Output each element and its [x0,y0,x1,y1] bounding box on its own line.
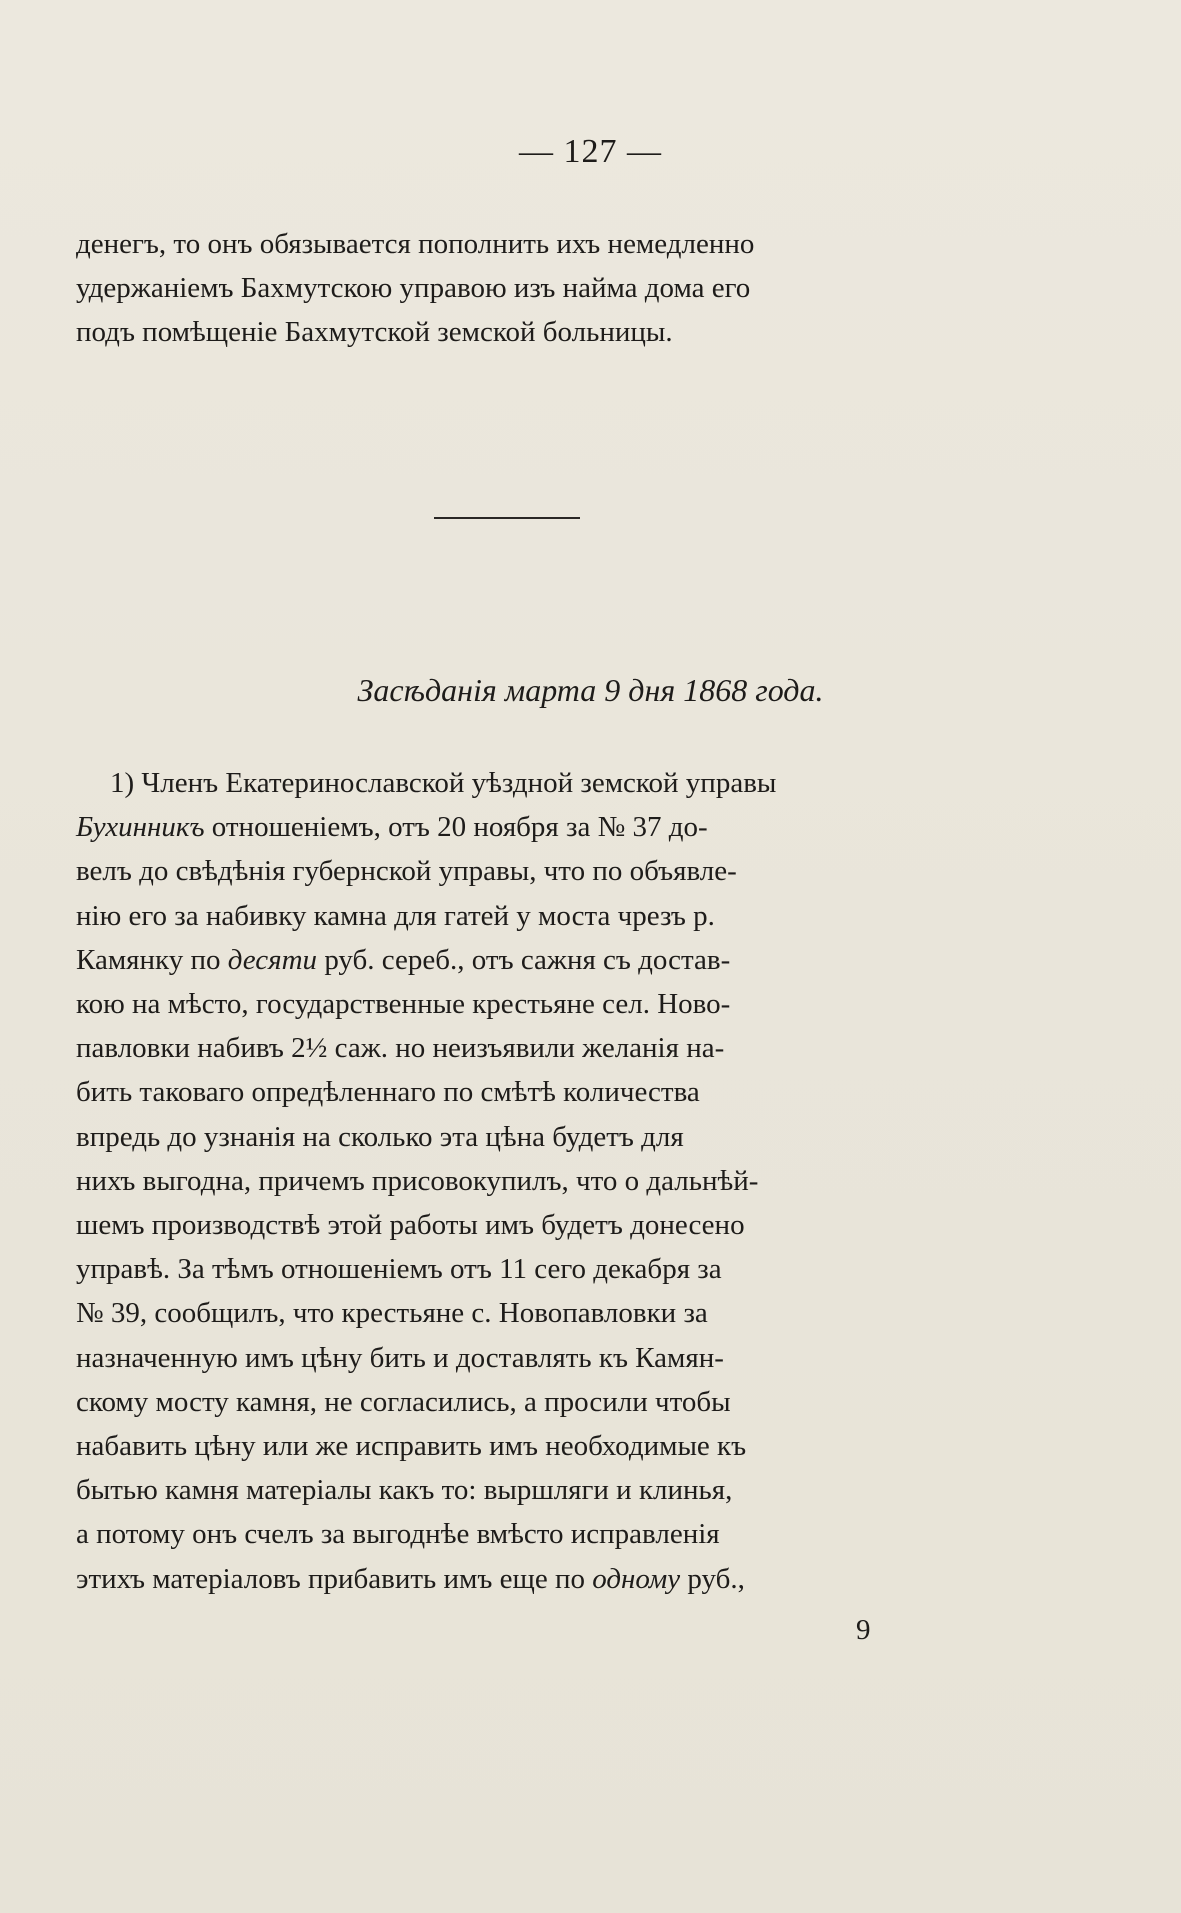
italic-name: Бухинникъ [76,811,205,844]
text-line: назначенную имъ цѣну бить и доставлять къ Камян- [76,1341,724,1374]
text-line: нихъ выгодна, причемъ присовокупилъ, что о дальнѣй- [76,1164,759,1197]
text-line: № 39, сообщилъ, что крестьяне с. Новопавловки за [76,1297,708,1330]
main-paragraph [76,761,948,1601]
text-line: удержаніемъ Бахмутскою управою изъ найма дома его [76,272,751,305]
text-line [76,1557,948,1601]
text-line: подъ помѣщеніе Бахмутской земской больницы. [76,316,673,349]
text-line: бытью камня матеріалы какъ то: выршляги и клинья, [76,1474,733,1507]
text-segment: руб. сереб., отъ сажня съ достав- [317,943,731,976]
text-segment: отношеніемъ, отъ 20 ноября за № 37 до- [204,811,708,844]
text-line: впредь до узнанія на сколько эта цѣна будетъ для [76,1120,684,1153]
page-number: — 127 — [519,133,662,170]
text-line: набавить цѣну или же исправить имъ необходимые къ [76,1430,747,1463]
text-line [76,938,948,982]
text-line: бить таковаго опредѣленнаго по смѣтѣ количества [76,1076,700,1109]
section-divider [434,517,580,519]
text-line: управѣ. За тѣмъ отношеніемъ отъ 11 сего декабря за [76,1253,722,1286]
section-title: Засѣданія марта 9 дня 1868 года. [357,672,824,708]
text-line: павловки набивъ 2½ саж. но неизъявили желанія на- [76,1032,725,1065]
signature-mark: 9 [856,1614,871,1646]
text-line: шемъ производствѣ этой работы имъ будетъ донесено [76,1209,745,1242]
text-line [76,805,948,849]
text-line: кою на мѣсто, государственные крестьяне сел. Ново- [76,988,731,1021]
top-paragraph [76,222,948,355]
italic-word: десяти [227,943,318,976]
text-segment: этихъ матеріаловъ прибавить имъ еще по [76,1562,593,1595]
text-line: велъ до свѣдѣнія губернской управы, что по объявле- [76,855,737,888]
text-segment: руб., [680,1562,745,1595]
text-line: а потому онъ счелъ за выгоднѣе вмѣсто исправленія [76,1518,720,1551]
text-line: 1) Членъ Екатеринославской уѣздной земской управы [110,767,777,799]
italic-word: одному [592,1562,681,1595]
text-line: денегъ, то онъ обязывается пополнить ихъ немедленно [76,228,755,260]
text-line: скому мосту камня, не согласились, а просили чтобы [76,1385,731,1418]
text-segment: Камянку по [76,943,228,976]
text-line: нію его за набивку камна для гатей у моста чрезъ р. [76,899,715,932]
